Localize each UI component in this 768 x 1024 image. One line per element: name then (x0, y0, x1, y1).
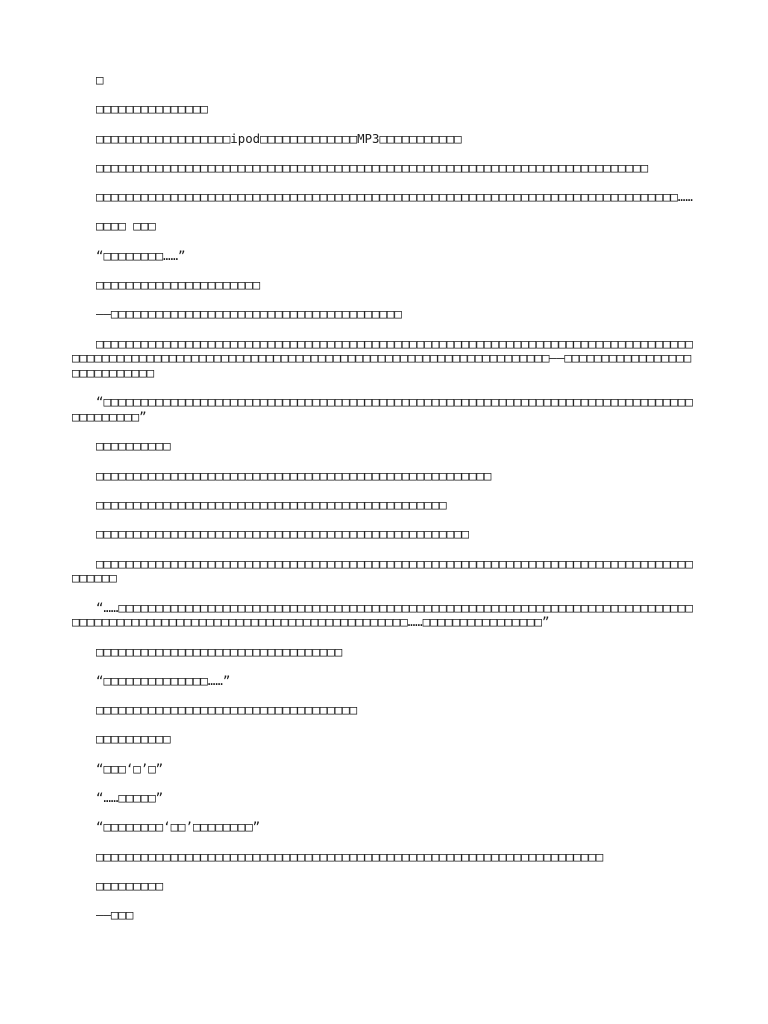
dialogue-paragraph: “□□□□□□□□□□□□□□□□□□□□□□□□□□□□□□□□□□□□□□□□□□□□□□□□□□□□□□□□□□□□□□□□□□□□□□□□□□□□□□□□□□□□□□□□” (72, 394, 693, 425)
dialogue-paragraph: “□□□□□□□□‘□□’□□□□□□□□” (96, 819, 261, 835)
dialogue-paragraph: “□□□□□□□□……” (96, 247, 186, 263)
paragraph: □□□□□□□□□□□□□□□□□□□□□□□□□□□□□□□□□□□□□□□□□□□□□□□ (96, 496, 447, 512)
paragraph: □□□□□□□□□□□□□□□□□□□□□□□□□□□□□□□□□□□□□□□□□□□□□□□□□□□□□□□□□□□□□□□□□□□□□□□□□□□□□□□□□□□□□□□□□□□□□□□□□□□□□□□□□□□□□□□□□□□□□□□□□□□□□□□□□□□□□□□□□□□□□□□□——□□□□□□□□□□□□□□□□□□□□□□□□□□□□ (72, 335, 693, 381)
paragraph: □□□□□□□□□□□□□□□ (96, 101, 208, 117)
paragraph: □□□□□□□□□□□□□□□□□□□□□□□□□□□□□□□□□□□□□□□□□□□□□□□□□□□□□□□□□□□□□□□□□□□□ (96, 848, 604, 864)
paragraph: ——□□□ (96, 907, 134, 923)
paragraph: □□□□□□□□□□□□□□□□□□□□□□□□□□□□□□□□□□□□□□□□□□□□□□□□□□□□□□□□□□□□□□□□□□□□□□□□□□□□□□□□□□□□□□ (72, 555, 693, 586)
paragraph: □□□□□□□□□□ (96, 438, 171, 454)
document-body (72, 73, 696, 938)
paragraph: □□□□□□□□□□□□□□□□□□□□□□□□□□□□□□□□□ (96, 643, 343, 659)
dialogue-paragraph: “□□□□□□□□□□□□□□……” (96, 672, 231, 688)
paragraph: □□□□□□□□□□□□□□□□□□□□□□□□□□□□□□□□□□□ (96, 702, 358, 718)
paragraph: □□□□□□□□□□ (96, 731, 171, 747)
dialogue-paragraph: “□□□‘□’□” (96, 760, 164, 776)
paragraph: ——□□□□□□□□□□□□□□□□□□□□□□□□□□□□□□□□□□□□□□□ (96, 306, 402, 322)
paragraph: □□□□□□□□□□□□□□□□□□□□□□□□□□□□□□□□□□□□□□□□□□□□□□□□□□□□□□□□□□□□□□□□□□□□□□□□□□ (96, 159, 649, 175)
paragraph: □□□□□□□□□□□□□□□□□□□□□□□□□□□□□□□□□□□□□□□□□□□□□□□□□□□□□ (96, 467, 492, 483)
paragraph: □□□□□□□□□□□□□□□□□□□□□□□□□□□□□□□□□□□□□□□□□□□□□□□□□□ (96, 526, 469, 542)
paragraph: □□□□□□□□□□□□□□□□□□□□□□ (96, 277, 261, 293)
dialogue-paragraph: “……□□□□□” (96, 790, 164, 806)
paragraph: □□□□ □□□ (96, 218, 156, 234)
paragraph: □□□□□□□□□□□□□□□□□□ipod□□□□□□□□□□□□□MP3□□□□□□□□□□□ (96, 130, 462, 146)
paragraph: □ (96, 72, 104, 87)
paragraph: □□□□□□□□□□□□□□□□□□□□□□□□□□□□□□□□□□□□□□□□□□□□□□□□□□□□□□□□□□□□□□□□□□□□□□□□□□□□□□…… (96, 189, 693, 205)
paragraph: □□□□□□□□□ (96, 877, 164, 893)
dialogue-paragraph: “……□□□□□□□□□□□□□□□□□□□□□□□□□□□□□□□□□□□□□□□□□□□□□□□□□□□□□□□□□□□□□□□□□□□□□□□□□□□□□□□□□□□□□□□□□□□□□□□□□□□□□□□□□□□□□□□□□□□□□□□□□□……□□□□□□□□□□□□□□□□” (72, 599, 693, 630)
